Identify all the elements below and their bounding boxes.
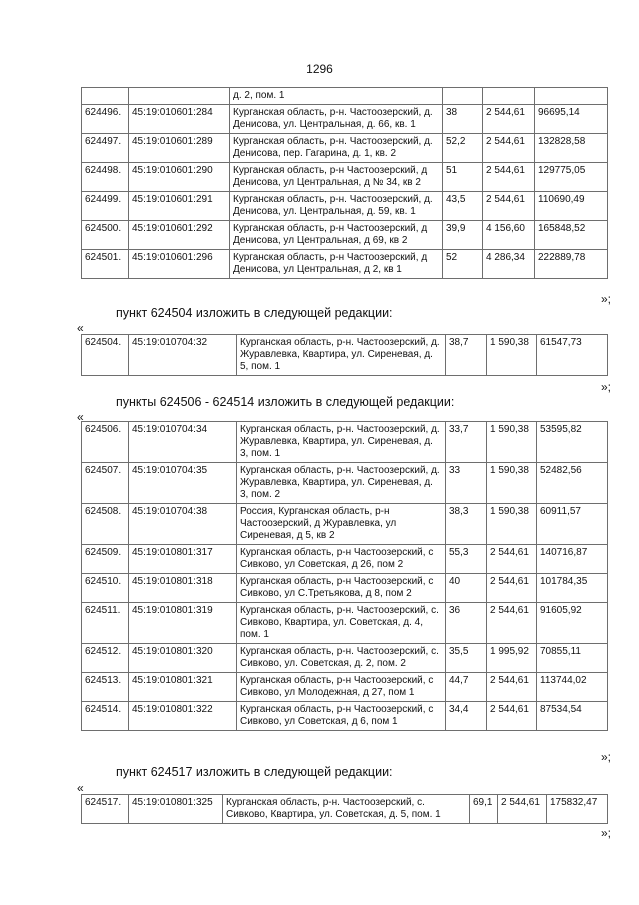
- cell-cadastral-value: 113744,02: [537, 673, 608, 702]
- closing-quote: »;: [600, 380, 611, 394]
- cell-row-number: 624514.: [82, 702, 129, 731]
- cell-area: 36: [446, 603, 487, 644]
- cell-rate: 2 544,61: [487, 702, 537, 731]
- cell-address: Курганская область, р-н. Частоозерский, д. Денисова, ул. Центральная, д. 66, кв. 1: [230, 105, 443, 134]
- cell-cadastral-value: 175832,47: [547, 795, 608, 824]
- cell-cadastral-number: 45:19:010601:290: [129, 163, 230, 192]
- cell-cadastral-value: 91605,92: [537, 603, 608, 644]
- cell-cadastral-number: 45:19:010801:317: [129, 545, 237, 574]
- cell-cadastral-number: 45:19:010601:296: [129, 250, 230, 279]
- cell-cadastral-value: 222889,78: [535, 250, 608, 279]
- closing-quote: »;: [600, 826, 611, 840]
- table-row: [82, 603, 608, 644]
- cell-rate: 2 544,61: [483, 134, 535, 163]
- cell-cadastral-value: 70855,11: [537, 644, 608, 673]
- cell-address: Россия, Курганская область, р-н Частоозерский, д Журавлевка, ул Сиреневая, д 5, кв 2: [237, 504, 446, 545]
- cell-address: Курганская область, р-н. Частоозерский, с. Сивково, Квартира, ул. Советская, д. 4, пом. 1: [237, 603, 446, 644]
- cell-area: 33,7: [446, 422, 487, 463]
- cell-cadastral-value: 60911,57: [537, 504, 608, 545]
- cell-address: Курганская область, р-н. Частоозерский, д. Денисова, пер. Гагарина, д. 1, кв. 2: [230, 134, 443, 163]
- cell-address: Курганская область, р-н. Частоозерский, с. Сивково, ул. Советская, д. 2, пом. 2: [237, 644, 446, 673]
- cell-row-number: [82, 88, 129, 105]
- table-row: [82, 192, 608, 221]
- cell-row-number: 624511.: [82, 603, 129, 644]
- opening-quote: «: [77, 321, 84, 335]
- cell-cadastral-number: 45:19:010801:318: [129, 574, 237, 603]
- registry-table: [81, 421, 608, 731]
- cell-address: Курганская область, р-н Частоозерский, с Сивково, ул Молодежная, д 27, пом 1: [237, 673, 446, 702]
- cell-row-number: 624497.: [82, 134, 129, 163]
- cell-cadastral-number: 45:19:010704:32: [129, 335, 237, 376]
- cell-cadastral-value: 53595,82: [537, 422, 608, 463]
- cell-row-number: 624506.: [82, 422, 129, 463]
- cell-address: д. 2, пом. 1: [230, 88, 443, 105]
- cell-rate: 1 590,38: [487, 422, 537, 463]
- cell-row-number: 624504.: [82, 335, 129, 376]
- cell-rate: 1 590,38: [487, 504, 537, 545]
- table-row: [82, 335, 608, 376]
- table-row: [82, 504, 608, 545]
- cell-cadastral-number: 45:19:010601:289: [129, 134, 230, 163]
- cell-rate: [483, 88, 535, 105]
- table-row: [82, 422, 608, 463]
- cell-address: Курганская область, р-н. Частоозерский, д. Журавлевка, Квартира, ул. Сиреневая, д. 3, пом. 1: [237, 422, 446, 463]
- cell-address: Курганская область, р-н. Частоозерский, д. Журавлевка, Квартира, ул. Сиреневая, д. 3, пом. 2: [237, 463, 446, 504]
- cell-rate: 2 544,61: [483, 192, 535, 221]
- cell-address: Курганская область, р-н. Частоозерский, д. Журавлевка, Квартира, ул. Сиреневая, д. 5, пом. 1: [237, 335, 446, 376]
- cell-address: Курганская область, р-н Частоозерский, с Сивково, ул Советская, д 6, пом 1: [237, 702, 446, 731]
- cell-rate: 2 544,61: [487, 574, 537, 603]
- cell-rate: 2 544,61: [487, 673, 537, 702]
- table-row: [82, 134, 608, 163]
- cell-area: 51: [443, 163, 483, 192]
- cell-row-number: 624500.: [82, 221, 129, 250]
- cell-cadastral-number: 45:19:010801:325: [129, 795, 223, 824]
- cell-area: 55,3: [446, 545, 487, 574]
- cell-cadastral-value: 96695,14: [535, 105, 608, 134]
- table-row: [82, 88, 608, 105]
- table-row: [82, 545, 608, 574]
- registry-table: [81, 334, 608, 376]
- cell-area: 44,7: [446, 673, 487, 702]
- cell-address: Курганская область, р-н Частоозерский, д Денисова, ул Центральная, д № 34, кв 2: [230, 163, 443, 192]
- cell-area: 38,7: [446, 335, 487, 376]
- cell-area: 33: [446, 463, 487, 504]
- cell-address: Курганская область, р-н Частоозерский, с Сивково, ул С.Третьякова, д 8, пом 2: [237, 574, 446, 603]
- cell-cadastral-value: 87534,54: [537, 702, 608, 731]
- section-heading: пункты 624506 - 624514 изложить в следующей редакции:: [116, 395, 455, 409]
- cell-cadastral-value: 132828,58: [535, 134, 608, 163]
- cell-cadastral-number: 45:19:010704:34: [129, 422, 237, 463]
- cell-row-number: 624507.: [82, 463, 129, 504]
- cell-area: 52: [443, 250, 483, 279]
- cell-cadastral-number: 45:19:010801:322: [129, 702, 237, 731]
- table-row: [82, 644, 608, 673]
- table-row: [82, 105, 608, 134]
- cell-row-number: 624499.: [82, 192, 129, 221]
- cell-cadastral-number: 45:19:010601:284: [129, 105, 230, 134]
- table-row: [82, 250, 608, 279]
- cell-address: Курганская область, р-н Частоозерский, с Сивково, ул Советская, д 26, пом 2: [237, 545, 446, 574]
- cell-cadastral-number: 45:19:010801:319: [129, 603, 237, 644]
- cell-area: 39,9: [443, 221, 483, 250]
- table-row: [82, 795, 608, 824]
- cell-area: [443, 88, 483, 105]
- cell-rate: 2 544,61: [483, 105, 535, 134]
- table-row: [82, 163, 608, 192]
- cell-rate: 1 995,92: [487, 644, 537, 673]
- cell-cadastral-number: 45:19:010801:320: [129, 644, 237, 673]
- closing-quote: »;: [600, 292, 611, 306]
- cell-row-number: 624513.: [82, 673, 129, 702]
- opening-quote: «: [77, 410, 84, 424]
- cell-row-number: 624509.: [82, 545, 129, 574]
- registry-table: [81, 794, 608, 824]
- cell-rate: 2 544,61: [498, 795, 547, 824]
- cell-cadastral-value: 52482,56: [537, 463, 608, 504]
- cell-cadastral-value: 140716,87: [537, 545, 608, 574]
- registry-table: [81, 87, 608, 279]
- section-heading: пункт 624504 изложить в следующей редакции:: [116, 306, 393, 320]
- cell-cadastral-value: 61547,73: [537, 335, 608, 376]
- cell-cadastral-number: 45:19:010801:321: [129, 673, 237, 702]
- cell-address: Курганская область, р-н. Частоозерский, д. Денисова, ул. Центральная, д. 59, кв. 1: [230, 192, 443, 221]
- cell-row-number: 624498.: [82, 163, 129, 192]
- cell-address: Курганская область, р-н Частоозерский, д Денисова, ул Центральная, д 2, кв 1: [230, 250, 443, 279]
- table-row: [82, 221, 608, 250]
- closing-quote: »;: [600, 750, 611, 764]
- cell-cadastral-number: 45:19:010601:292: [129, 221, 230, 250]
- cell-rate: 2 544,61: [483, 163, 535, 192]
- cell-row-number: 624508.: [82, 504, 129, 545]
- table-row: [82, 673, 608, 702]
- cell-area: 69,1: [470, 795, 498, 824]
- cell-cadastral-value: [535, 88, 608, 105]
- table-row: [82, 574, 608, 603]
- cell-area: 52,2: [443, 134, 483, 163]
- cell-rate: 2 544,61: [487, 603, 537, 644]
- cell-address: Курганская область, р-н Частоозерский, д Денисова, ул Центральная, д 69, кв 2: [230, 221, 443, 250]
- cell-cadastral-value: 110690,49: [535, 192, 608, 221]
- cell-area: 43,5: [443, 192, 483, 221]
- cell-rate: 4 286,34: [483, 250, 535, 279]
- cell-row-number: 624517.: [82, 795, 129, 824]
- cell-area: 35,5: [446, 644, 487, 673]
- cell-address: Курганская область, р-н. Частоозерский, с. Сивково, Квартира, ул. Советская, д. 5, пом. 1: [223, 795, 470, 824]
- page-number: 1296: [306, 62, 333, 76]
- table-row: [82, 463, 608, 504]
- cell-rate: 2 544,61: [487, 545, 537, 574]
- cell-cadastral-value: 129775,05: [535, 163, 608, 192]
- cell-row-number: 624501.: [82, 250, 129, 279]
- cell-area: 34,4: [446, 702, 487, 731]
- table-row: [82, 702, 608, 731]
- cell-rate: 4 156,60: [483, 221, 535, 250]
- cell-rate: 1 590,38: [487, 463, 537, 504]
- cell-rate: 1 590,38: [487, 335, 537, 376]
- cell-row-number: 624496.: [82, 105, 129, 134]
- cell-area: 38: [443, 105, 483, 134]
- opening-quote: «: [77, 781, 84, 795]
- cell-cadastral-number: 45:19:010601:291: [129, 192, 230, 221]
- cell-cadastral-number: 45:19:010704:35: [129, 463, 237, 504]
- cell-area: 40: [446, 574, 487, 603]
- section-heading: пункт 624517 изложить в следующей редакции:: [116, 765, 393, 779]
- cell-cadastral-value: 101784,35: [537, 574, 608, 603]
- cell-cadastral-number: 45:19:010704:38: [129, 504, 237, 545]
- cell-row-number: 624512.: [82, 644, 129, 673]
- cell-cadastral-value: 165848,52: [535, 221, 608, 250]
- cell-cadastral-number: [129, 88, 230, 105]
- cell-row-number: 624510.: [82, 574, 129, 603]
- cell-area: 38,3: [446, 504, 487, 545]
